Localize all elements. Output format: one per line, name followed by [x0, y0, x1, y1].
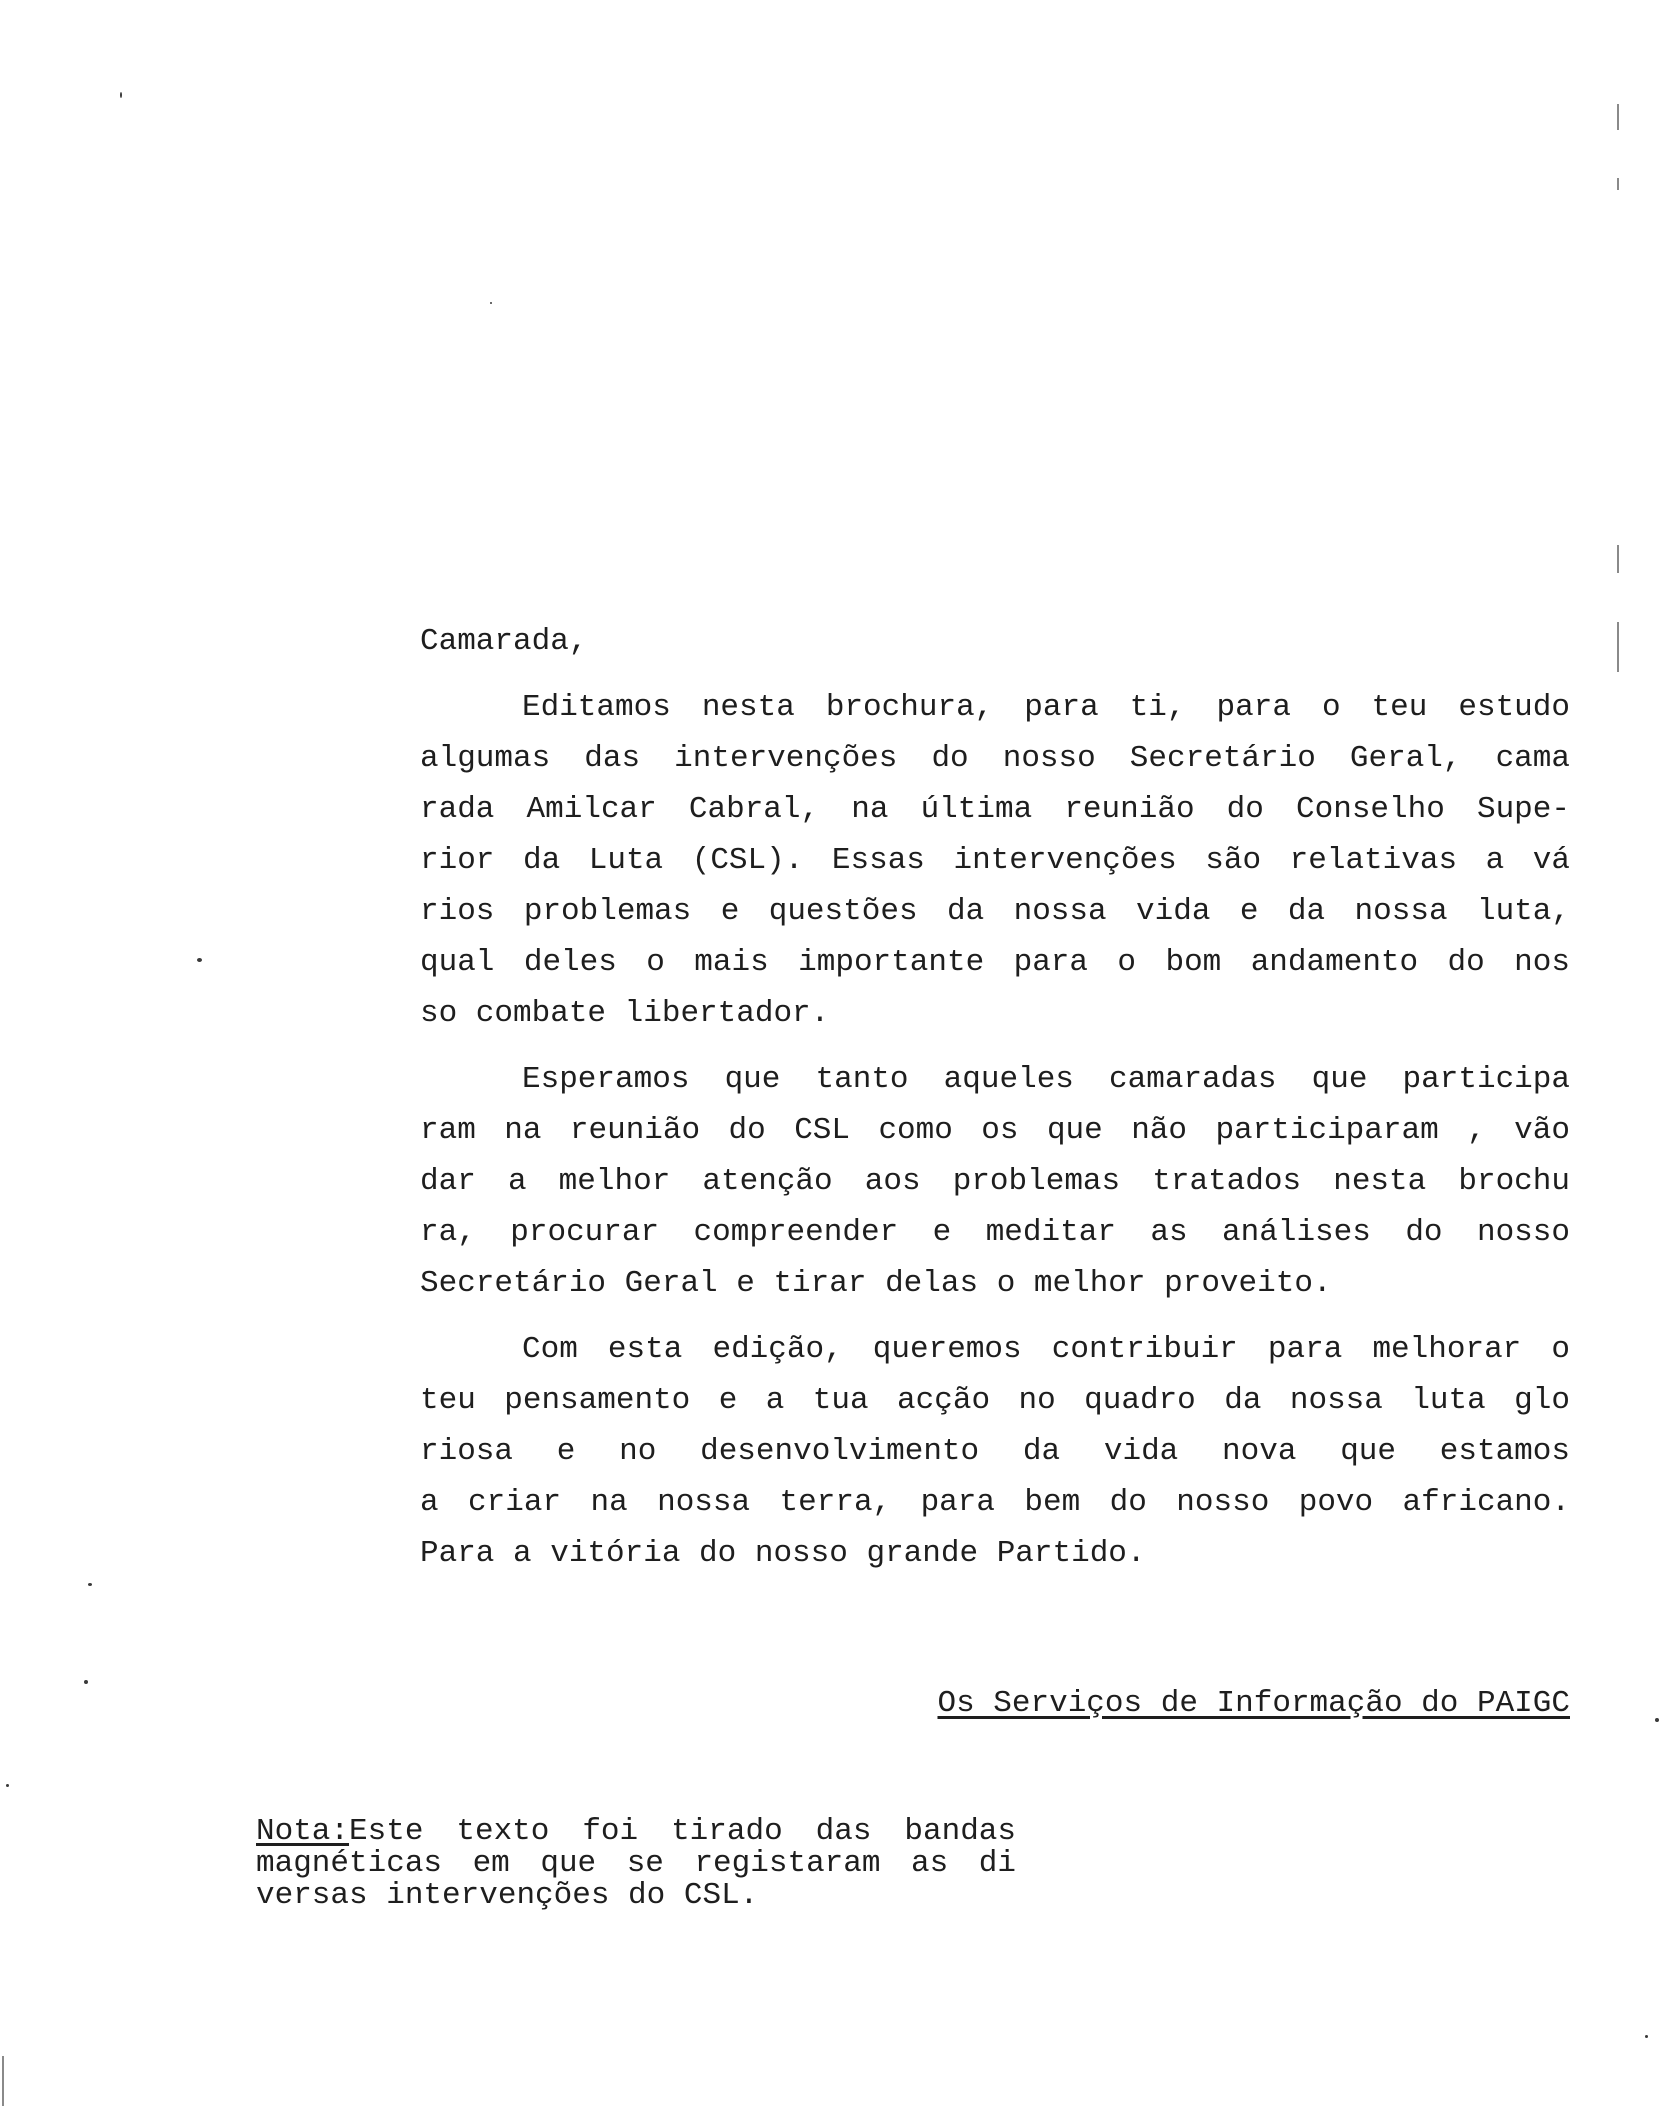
scan-speck: [88, 1583, 92, 1586]
text-line: riosa e no desenvolvimento da vida nova que estamos: [420, 1434, 1570, 1469]
text-line: Secretário Geral e tirar delas o melhor proveito.: [420, 1266, 1332, 1301]
text-line: teu pensamento e a tua acção no quadro da nossa luta glo: [420, 1383, 1570, 1418]
text-line: rios problemas e questões da nossa vida e da nossa luta,: [420, 894, 1570, 929]
scan-edge-mark: [1617, 622, 1619, 672]
text-line: Com esta edição, queremos contribuir para melhorar o: [522, 1332, 1570, 1367]
text-line: Editamos nesta brochura, para ti, para o teu estudo: [522, 690, 1570, 725]
text-line: algumas das intervenções do nosso Secretário Geral, cama: [420, 741, 1570, 776]
note: [256, 1816, 1016, 1912]
scan-edge-mark: [1617, 178, 1619, 190]
note-line: versas intervenções do CSL.: [256, 1878, 759, 1913]
scan-speck: [120, 92, 122, 98]
text-line: ra, procurar compreender e meditar as análises do nosso: [420, 1215, 1570, 1250]
scan-speck: [6, 1784, 9, 1787]
signature: Os Serviços de Informação do PAIGC: [937, 1686, 1570, 1721]
note-line: magnéticas em que se registaram as di: [256, 1846, 1016, 1881]
text-line: ram na reunião do CSL como os que não participaram , vão: [420, 1113, 1570, 1148]
note-line: Nota:Este texto foi tirado das bandas: [256, 1814, 1016, 1849]
scan-speck: [1645, 2035, 1648, 2038]
text-line: rada Amilcar Cabral, na última reunião do Conselho Supe-: [420, 792, 1570, 827]
text-line: rior da Luta (CSL). Essas intervenções são relativas a vá: [420, 843, 1570, 878]
salutation: Camarada,: [420, 624, 588, 659]
scan-speck: [1655, 1718, 1659, 1722]
scan-edge-mark: [1617, 545, 1619, 573]
scan-edge-mark: [2, 2056, 4, 2106]
text-line: a criar na nossa terra, para bem do nosso povo africano.: [420, 1485, 1570, 1520]
scan-speck: [490, 302, 492, 304]
text-line: dar a melhor atenção aos problemas tratados nesta brochu: [420, 1164, 1570, 1199]
text-line: Para a vitória do nosso grande Partido.: [420, 1536, 1146, 1571]
scan-speck: [84, 1680, 88, 1684]
scan-edge-mark: [1617, 104, 1619, 130]
paragraph-3: [420, 1324, 1570, 1579]
scan-speck: [197, 958, 202, 962]
note-label: Nota:: [256, 1814, 350, 1849]
letter-body: [420, 682, 1570, 1579]
paragraph-1: [420, 682, 1570, 1039]
text-line: so combate libertador.: [420, 996, 830, 1031]
text-line: Esperamos que tanto aqueles camaradas que participa: [522, 1062, 1570, 1097]
paragraph-2: [420, 1054, 1570, 1309]
text-line: qual deles o mais importante para o bom andamento do nos: [420, 945, 1570, 980]
